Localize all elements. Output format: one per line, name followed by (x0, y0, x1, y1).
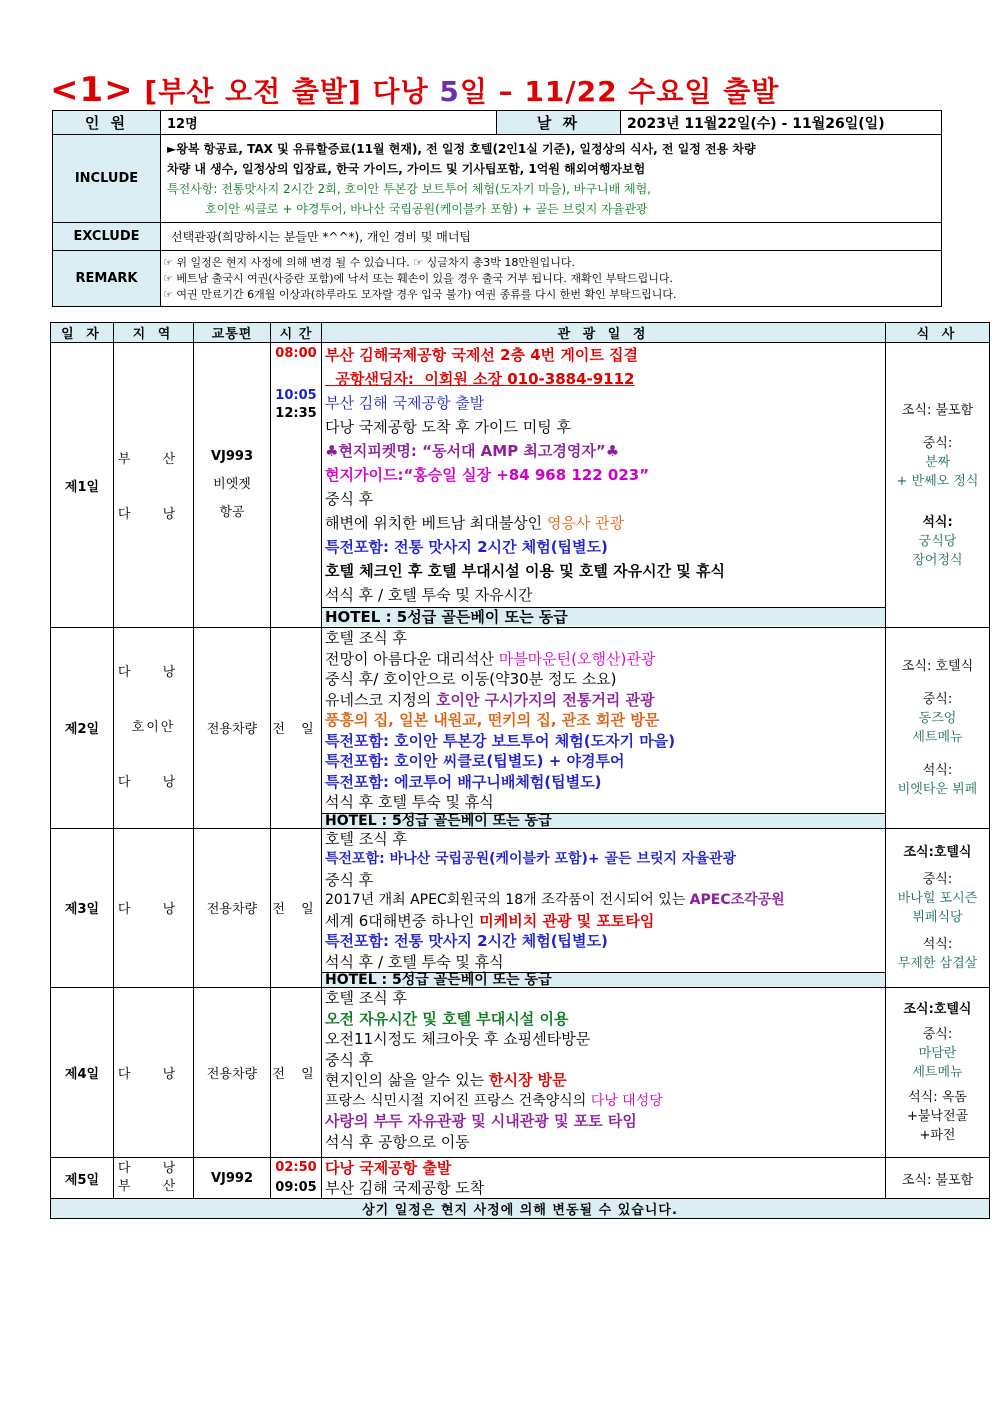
people-value: 12명 (161, 111, 497, 135)
meal-dinner: +불낙전골 (906, 1109, 969, 1124)
meal-lunch-label: 중식: (922, 871, 953, 887)
plan-line: 오전11시정도 체크아웃 후 쇼핑센타방문 (325, 1030, 591, 1048)
hotel-line: HOTEL : 5성급 골든베이 또는 동급 (322, 607, 885, 626)
plan-line: 석식 후 / 호텔 투숙 및 휴식 (325, 952, 504, 971)
meal-lunch: 세트메뉴 (912, 729, 963, 745)
plan-line: 다낭 국제공항 도착 후 가이드 미팅 후 (325, 418, 571, 436)
plan-line: 중식 후 (325, 490, 374, 508)
time-value: 09:05 (275, 1180, 317, 1195)
day3-region (114, 828, 194, 988)
title-part1: [부산 오전 출발] 다낭 (144, 75, 440, 108)
plan-line (325, 1091, 885, 1112)
header-region: 지 역 (114, 323, 194, 343)
meal-dinner-label: 석식: (922, 936, 953, 952)
plan-line: 특전포함: 호이안 씨클로(팁별도) + 야경투어 (325, 752, 625, 770)
day5-itinerary (322, 1158, 886, 1199)
meal-lunch: 분짜 (924, 454, 951, 470)
plan-line: 특전포함: 에코투어 배구니배체험(팁별도) (325, 772, 602, 791)
day2-meals (886, 628, 990, 829)
time-value: 08:00 (275, 346, 317, 361)
header-itinerary: 관 광 일 정 (322, 323, 886, 343)
schedule-header-row (51, 323, 990, 343)
header-meal: 식 사 (886, 323, 990, 343)
day1-times (271, 343, 322, 628)
meal-dinner: 무제한 삼겹살 (897, 955, 978, 971)
airline: 비엣젯 (213, 477, 251, 492)
meal-lunch: 세트메뉴 (912, 1065, 963, 1080)
day3-transport: 전용차량 (194, 828, 271, 988)
plan-line: 석식 후 공항으로 이동 (325, 1132, 470, 1151)
meal-breakfast: 조식:호텔식 (903, 844, 972, 860)
meal-lunch: 바나힐 포시즌 (897, 890, 978, 906)
day4-region (114, 988, 194, 1158)
airline-suffix: 항공 (219, 505, 245, 520)
meal-breakfast: 조식: 불포함 (901, 402, 974, 418)
day5-row (51, 1158, 990, 1199)
date-value: 2023년 11월22일(수) - 11월26일(일) (621, 111, 942, 135)
remark-line: ☞ 여권 만료기간 6개월 이상과(하루라도 모자랄 경우 입국 불가) 여권 종류를 다시 한번 확인 부탁드립니다. (163, 287, 677, 301)
meal-lunch-label: 중식: (922, 435, 953, 451)
day2-transport: 전용차량 (194, 628, 271, 829)
plan-text: 세계 6대해변중 하나인 (325, 911, 480, 930)
day1-region (114, 343, 194, 628)
meal-dinner: +파전 (919, 1128, 956, 1143)
plan-line (325, 1070, 885, 1091)
region-name: 다 낭 (117, 1161, 190, 1176)
hotel-line: HOTEL : 5성급 골든베이 또는 동급 (322, 813, 885, 828)
flight-no: VJ993 (210, 449, 254, 464)
day3-time: 전 일 (271, 828, 322, 988)
day5-meal: 조식: 불포함 (886, 1158, 990, 1199)
plan-line: 오전 자유시간 및 호텔 부대시설 이용 (325, 1009, 569, 1028)
exclude-label: EXCLUDE (53, 223, 161, 251)
meal-dinner: 석식: 옥돔 (908, 1090, 967, 1105)
meal-lunch: 뷔페식당 (912, 909, 963, 925)
plan-highlight: APEC조각공원 (689, 892, 785, 908)
plan-line: 석식 후 / 호텔 투숙 및 자유시간 (325, 586, 533, 604)
plan-highlight: 미케비치 관광 및 포토타임 (479, 911, 655, 930)
plan-text: 전망이 아름다운 대리석산 (325, 649, 499, 668)
plan-line: 석식 후 호텔 투숙 및 휴식 (325, 793, 494, 811)
day2-region (114, 628, 194, 829)
meal-breakfast: 조식: 호텔식 (901, 658, 974, 674)
plan-line: 다낭 국제공항 출발 (325, 1159, 452, 1177)
plan-text: 2017년 개최 APEC회원국의 18개 조각품이 전시되어 있는 (325, 892, 690, 908)
remark-line: ☞ 베트남 출국시 여권(사증란 포함)에 낙서 또는 훼손이 있을 경우 출국 거부 됩니다. 재확인 부탁드립니다. (163, 271, 674, 285)
plan-line (325, 890, 885, 911)
plan-line: 호텔 체크인 후 호텔 부대시설 이용 및 호텔 자유시간 및 휴식 (325, 562, 725, 580)
plan-line: 특전포함: 전통 맛사지 2시간 체험(팁별도) (325, 932, 608, 950)
day5-region (114, 1158, 194, 1199)
day3-label: 제3일 (51, 828, 114, 988)
remark-line: ☞ 위 일정은 현지 사정에 의해 변경 될 수 있습니다. ☞ 싱글차지 총3박 18만원입니다. (163, 255, 575, 269)
footer-row (51, 1199, 990, 1219)
plan-highlight: 호이안 구시가지의 전통거리 관광 (435, 690, 655, 709)
page-title (50, 70, 779, 110)
day4-time: 전 일 (271, 988, 322, 1158)
meal-lunch-label: 중식: (922, 691, 953, 707)
region-name: 다 낭 (117, 1067, 190, 1082)
day4-meals (886, 988, 990, 1158)
day1-row (51, 343, 990, 628)
day3-row (51, 828, 990, 988)
day2-itinerary (322, 628, 886, 829)
plan-line: 특전포함: 호이안 투본강 보트투어 체험(도자기 마을) (325, 731, 676, 750)
plan-line: 호텔 조식 후 (325, 829, 407, 848)
plan-highlight: 다낭 대성당 (590, 1092, 663, 1109)
time-value: 02:50 (275, 1160, 317, 1175)
plan-text: 유네스코 지정의 (325, 690, 436, 709)
title-part2: 일 – 11/22 수요일 출발 (459, 75, 780, 108)
meal-dinner: 장어정식 (912, 552, 963, 568)
include-line: ►왕복 항공료, TAX 및 유류할증료(11월 현재), 전 일정 호텔(2인1실 기준), 일정상의 식사, 전 일정 전용 차량 (167, 141, 756, 156)
day4-itinerary (322, 988, 886, 1158)
header-time: 시 간 (271, 323, 322, 343)
region-name: 다 낭 (117, 665, 190, 681)
plan-line (325, 511, 885, 535)
plan-line: ♣현지피켓명: “동서대 AMP 최고경영자”♣ (325, 442, 620, 460)
day3-itinerary (322, 828, 886, 988)
day1-transport (194, 343, 271, 628)
remark-label: REMARK (53, 251, 161, 307)
plan-line: 현지가이드:“홍승일 실장 +84 968 122 023” (325, 466, 650, 484)
include-line: 호이안 씨클로 + 야경투어, 바나산 국립공원(케이블카 포함) + 골든 브릿지 자율관광 (167, 201, 648, 216)
plan-highlight: 영응사 관광 (546, 514, 625, 532)
day4-transport: 전용차량 (194, 988, 271, 1158)
time-value: 10:05 (275, 388, 317, 403)
region-name: 부 산 (117, 452, 190, 467)
plan-line (325, 911, 885, 932)
plan-text: 해변에 위치한 베트남 최대불상인 (325, 514, 547, 532)
header-transport: 교통편 (194, 323, 271, 343)
people-label: 인 원 (53, 111, 161, 135)
region-name: 다 낭 (117, 902, 190, 918)
meal-dinner: 궁식당 (918, 533, 957, 549)
title-accent: 5 (439, 75, 460, 108)
plan-line: 호텔 조식 후 (325, 989, 407, 1007)
plan-line: 풍흥의 집, 일본 내원교, 떤키의 집, 관조 회관 방문 (325, 711, 660, 729)
day5-times (271, 1158, 322, 1199)
title-number: <1> (50, 70, 134, 110)
meal-lunch: + 반쎄오 정식 (896, 473, 979, 489)
day5-transport: VJ992 (194, 1158, 271, 1199)
plan-line: 사랑의 부두 자유관광 및 시내관광 및 포토 타임 (325, 1112, 637, 1130)
meal-lunch-label: 중식: (922, 1027, 953, 1042)
region-name: 호이안 (131, 720, 176, 736)
plan-line: 부산 김해 국제공항 출발 (325, 394, 485, 412)
day2-label: 제2일 (51, 628, 114, 829)
time-value: 12:35 (275, 406, 317, 421)
day1-itinerary (322, 343, 886, 628)
meal-dinner-label: 석식: (922, 762, 953, 778)
meal-breakfast: 조식:호텔식 (903, 1002, 972, 1017)
plan-line: 부산 김해국제공항 국제선 2층 4번 게이트 집결 (325, 346, 639, 364)
footer-note: 상기 일정은 현지 사정에 의해 변동될 수 있습니다. (51, 1199, 990, 1219)
include-line: 차량 내 생수, 일정상의 입장료, 한국 가이드, 가이드 및 기사팁포함, 1억원 해외여행자보험 (167, 161, 646, 176)
plan-line (325, 690, 885, 711)
plan-line: 특전포함: 전통 맛사지 2시간 체험(팁별도) (325, 538, 608, 556)
day1-label: 제1일 (51, 343, 114, 628)
meal-dinner: 비엣타운 뷔페 (897, 781, 978, 797)
plan-line: 중식 후 (325, 1050, 374, 1069)
plan-line: 특전포함: 바나산 국립공원(케이블카 포함)+ 골든 브릿지 자율관광 (325, 851, 736, 867)
include-label: INCLUDE (53, 135, 161, 223)
info-table (52, 110, 942, 307)
meal-lunch: 마담란 (918, 1046, 957, 1061)
plan-line: 중식 후 (325, 870, 374, 889)
plan-highlight: 마블마운틴(오행산)관광 (498, 649, 656, 668)
day1-meals (886, 343, 990, 628)
hotel-line: HOTEL : 5성급 골든베이 또는 동급 (322, 972, 885, 987)
header-day: 일 자 (51, 323, 114, 343)
plan-highlight: 한시장 방문 (488, 1071, 567, 1089)
meal-lunch: 동즈엉 (918, 710, 957, 726)
region-name: 부 산 (117, 1179, 190, 1194)
region-name: 다 낭 (117, 775, 190, 791)
region-name: 다 낭 (117, 507, 190, 522)
date-label: 날 짜 (497, 111, 621, 135)
day2-time: 전 일 (271, 628, 322, 829)
include-content (161, 135, 942, 223)
plan-line: 부산 김해 국제공항 도착 (325, 1179, 485, 1197)
include-line: 특전사항: 전통맛사지 2시간 2회, 호이안 투본강 보트투어 체험(도자기 마을), 바구니배 체험, (167, 181, 651, 196)
day3-meals (886, 828, 990, 988)
plan-text: 현지인의 삶을 알수 있는 (325, 1071, 489, 1089)
schedule-table (50, 322, 990, 1219)
plan-text: 프랑스 식민시절 지어진 프랑스 건축양식의 (325, 1092, 591, 1109)
day2-row (51, 628, 990, 829)
exclude-value: 선택관광(희망하시는 분들만 *^^*), 개인 경비 및 매너팁 (161, 223, 942, 251)
plan-line: 중식 후/ 호이안으로 이동(약30분 정도 소요) (325, 670, 617, 688)
meal-dinner-label: 석식: (922, 514, 953, 530)
day5-label: 제5일 (51, 1158, 114, 1199)
day4-row (51, 988, 990, 1158)
plan-line (325, 649, 885, 670)
plan-line: 공항샌딩자: 이회원 소장 010-3884-9112 (325, 370, 635, 388)
day4-label: 제4일 (51, 988, 114, 1158)
remark-content (161, 251, 942, 307)
plan-line: 호텔 조식 후 (325, 629, 407, 647)
